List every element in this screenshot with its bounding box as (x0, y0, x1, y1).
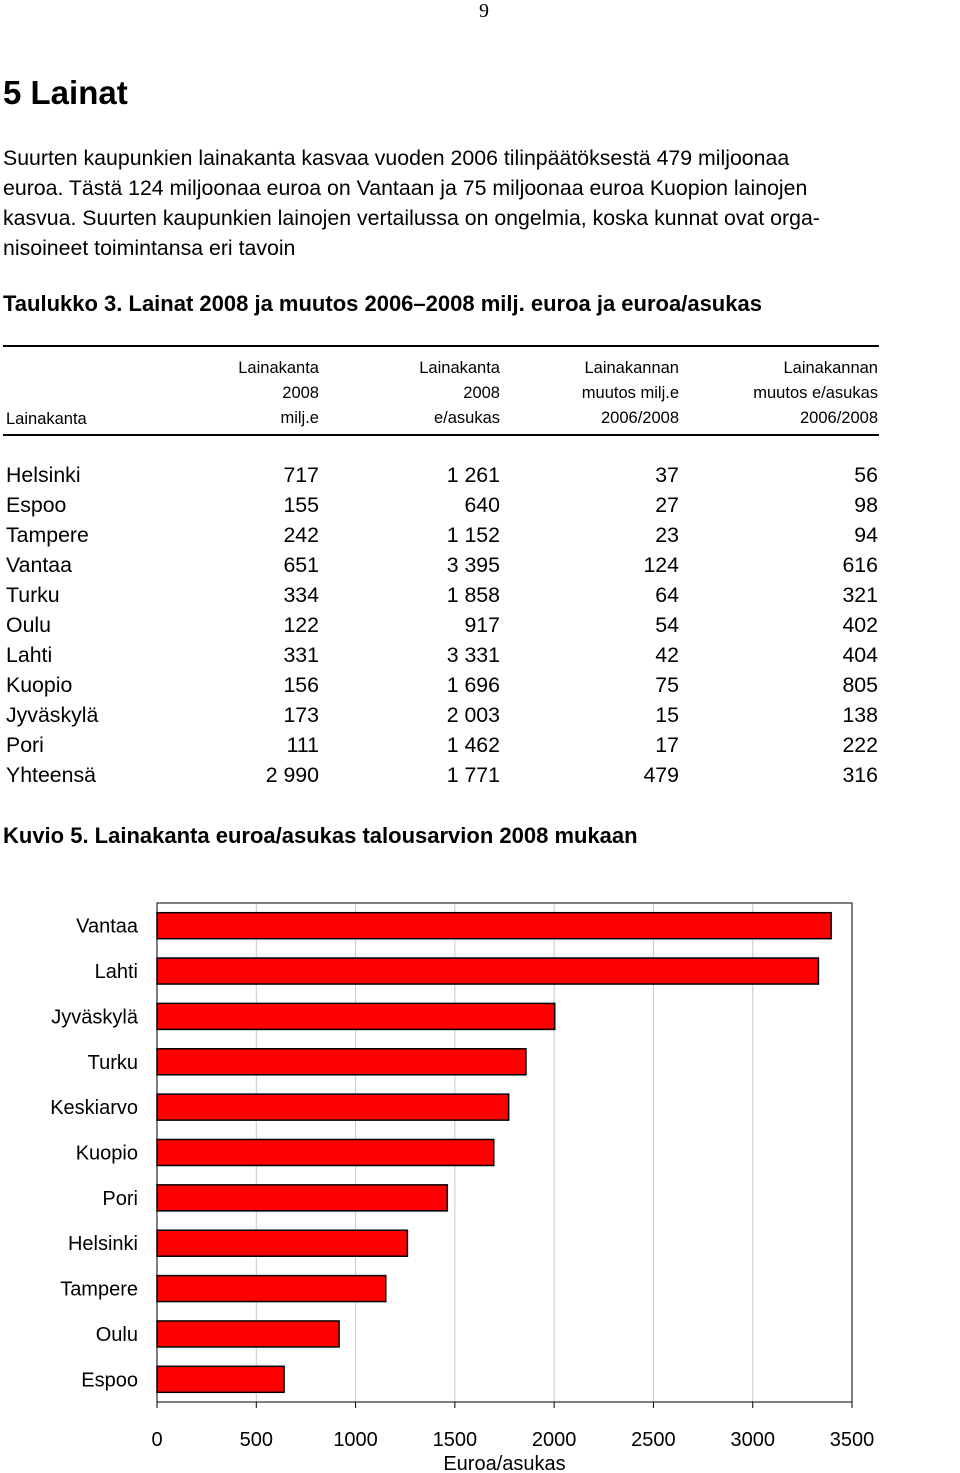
table-row-label: Jyväskylä (6, 703, 99, 727)
category-label: Lahti (94, 961, 138, 984)
table-cell: 717 (283, 463, 319, 487)
table-row-label: Yhteensä (6, 763, 96, 787)
table-row-label: Helsinki (6, 463, 81, 487)
table-row-label: Vantaa (6, 553, 72, 577)
x-tick-label: 3000 (730, 1429, 775, 1451)
table-cell: 1 152 (446, 523, 500, 547)
bar (157, 1366, 284, 1392)
x-axis-title: Euroa/asukas (443, 1453, 566, 1473)
x-tick-label: 1000 (333, 1429, 378, 1451)
bar (157, 1094, 509, 1120)
table-cell: 42 (655, 643, 679, 667)
table-row-label: Tampere (6, 523, 89, 547)
intro-line: Suurten kaupunkien lainakanta kasvaa vuoden 2006 tilinpäätöksestä 479 miljoonaa (3, 146, 790, 170)
category-label: Jyväskylä (51, 1006, 138, 1029)
bar (157, 1230, 407, 1256)
table-cell: 56 (854, 463, 878, 487)
table-cell: 17 (655, 733, 679, 757)
table-cell: 173 (283, 703, 319, 727)
table-cell: 334 (283, 583, 319, 607)
table-cell: 331 (283, 643, 319, 667)
table-cell: 124 (643, 553, 679, 577)
table-cell: 616 (842, 553, 878, 577)
table-row-label: Turku (6, 583, 60, 607)
table-cell: 1 261 (446, 463, 500, 487)
x-tick-label: 1500 (432, 1429, 478, 1451)
table-cell: 138 (842, 703, 878, 727)
table-cell: 917 (464, 613, 500, 637)
table-cell: 651 (283, 553, 319, 577)
table-cell: 155 (283, 493, 319, 517)
bar-chart-svg (0, 880, 960, 1473)
table-cell: 3 395 (446, 553, 500, 577)
table-row-label: Espoo (6, 493, 67, 517)
bar (157, 1185, 447, 1211)
table-cell: 1 462 (446, 733, 500, 757)
table-header-city: Lainakanta (6, 410, 87, 428)
table-cell: 94 (854, 523, 878, 547)
table-cell: 805 (842, 673, 878, 697)
category-label: Tampere (60, 1278, 138, 1301)
table-cell: 1 858 (446, 583, 500, 607)
intro-line: nisoineet toimintansa eri tavoin (3, 236, 296, 260)
x-tick-label: 2500 (631, 1429, 676, 1451)
table-header-change-meur: Lainakannan muutos milj.e 2006/2008 (581, 359, 679, 427)
table-cell: 156 (283, 673, 319, 697)
bar (157, 1003, 555, 1029)
chart-caption: Kuvio 5. Lainakanta euroa/asukas talousarvion 2008 mukaan (3, 823, 638, 848)
table-cell: 37 (655, 463, 679, 487)
table-cell: 3 331 (446, 643, 500, 667)
bar (157, 1321, 339, 1347)
table-cell: 2 990 (265, 763, 319, 787)
x-tick-label: 500 (239, 1429, 273, 1451)
category-label: Helsinki (67, 1233, 138, 1256)
category-label: Turku (87, 1051, 138, 1074)
category-label: Vantaa (76, 915, 138, 938)
table-cell: 15 (655, 703, 679, 727)
table-cell: 404 (842, 643, 878, 667)
table-cell: 23 (655, 523, 679, 547)
table-header-loan-meur: Lainakanta 2008 milj.e (238, 359, 319, 427)
table-cell: 75 (655, 673, 679, 697)
table-cell: 111 (286, 733, 319, 757)
table-caption: Taulukko 3. Lainat 2008 ja muutos 2006–2008 milj. euroa ja euroa/asukas (3, 291, 762, 316)
category-label: Kuopio (75, 1142, 138, 1165)
page-number: 9 (479, 0, 489, 22)
category-label: Espoo (81, 1369, 138, 1392)
table-cell: 54 (655, 613, 679, 637)
x-tick-label: 0 (151, 1429, 163, 1451)
table-row-label: Kuopio (6, 673, 73, 697)
intro-paragraph (3, 143, 953, 263)
table-header-loan-per-capita: Lainakanta 2008 e/asukas (419, 359, 500, 427)
bar (157, 958, 818, 984)
category-label: Pori (102, 1187, 138, 1210)
bar (157, 1276, 386, 1302)
table-cell: 2 003 (446, 703, 500, 727)
table-header-rule (3, 434, 879, 436)
table-cell: 1 696 (446, 673, 500, 697)
table-row-label: Oulu (6, 613, 51, 637)
table-cell: 222 (842, 733, 878, 757)
bar (157, 1140, 494, 1166)
table-cell: 321 (842, 583, 878, 607)
x-tick-label: 2000 (531, 1429, 577, 1451)
table-cell: 98 (854, 493, 878, 517)
table-cell: 122 (283, 613, 319, 637)
x-tick-label: 3500 (829, 1429, 875, 1451)
table-top-rule (3, 345, 879, 347)
table-cell: 64 (655, 583, 679, 607)
bar (157, 1049, 526, 1075)
table-cell: 1 771 (446, 763, 500, 787)
category-label: Keskiarvo (50, 1097, 138, 1120)
table-cell: 242 (283, 523, 319, 547)
category-label: Oulu (95, 1323, 138, 1346)
intro-line: kasvua. Suurten kaupunkien lainojen vertailussa on ongelmia, koska kunnat ovat orga- (3, 206, 820, 230)
table-cell: 479 (643, 763, 679, 787)
table-cell: 640 (464, 493, 500, 517)
section-title: 5 Lainat (3, 74, 128, 111)
table-header-change-per-capita: Lainakannan muutos e/asukas 2006/2008 (753, 359, 878, 427)
bar-chart (0, 880, 960, 1473)
intro-line: euroa. Tästä 124 miljoonaa euroa on Vantaan ja 75 miljoonaa euroa Kuopion lainojen (3, 176, 808, 200)
table-cell: 316 (842, 763, 878, 787)
table-cell: 402 (842, 613, 878, 637)
table-row-label: Lahti (6, 643, 53, 667)
bar (157, 913, 831, 939)
table-cell: 27 (655, 493, 679, 517)
table-row-label: Pori (6, 733, 44, 757)
